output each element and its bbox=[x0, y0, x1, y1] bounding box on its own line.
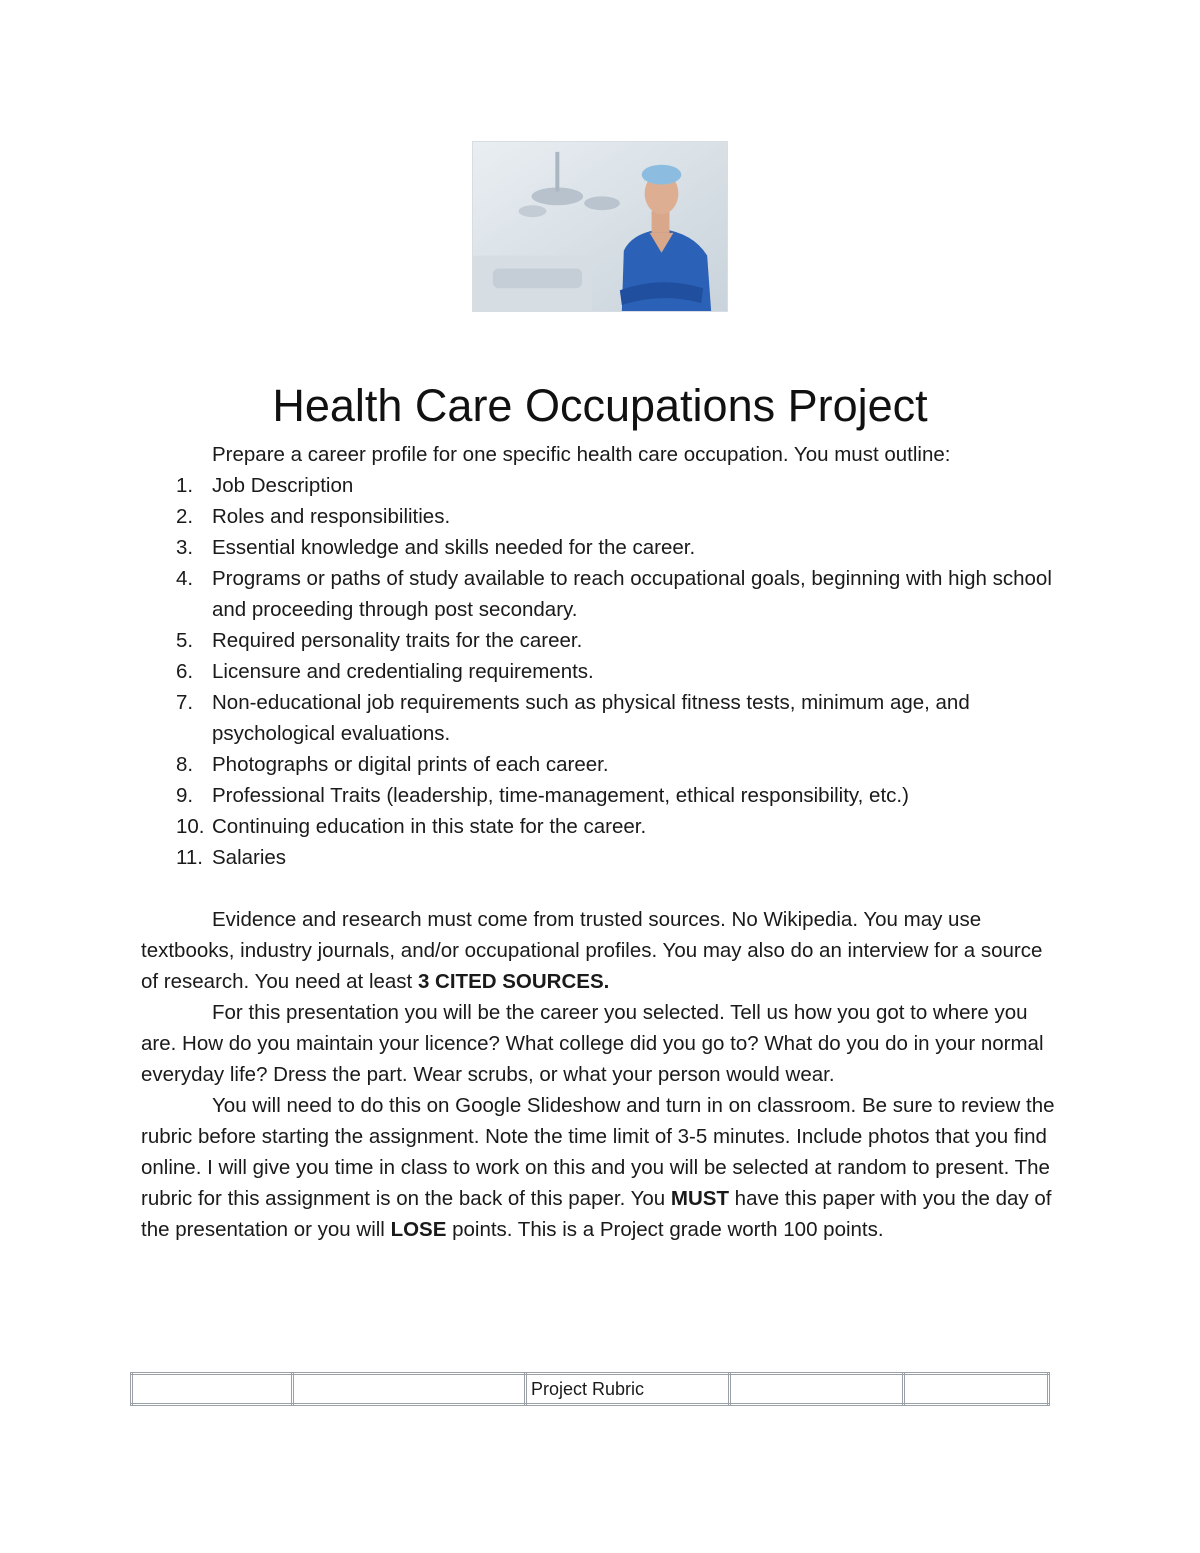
list-number: 9. bbox=[176, 784, 194, 807]
list-text: Salaries bbox=[212, 846, 287, 869]
list-item bbox=[141, 625, 1061, 656]
list-number: 5. bbox=[176, 629, 194, 652]
table-cell bbox=[904, 1374, 1049, 1405]
list-text: Programs or paths of study available to reach occupational goals, beginning with high school and proceeding through post secondary. bbox=[212, 567, 1052, 621]
presentation-paragraph: For this presentation you will be the career you selected. Tell us how you got to where you are. How do you maintain your licence? What college did you go to? What do you do in your normal everyday life? Dress the part. Wear scrubs, or what your person would wear. bbox=[141, 1001, 1044, 1086]
page-title: Health Care Occupations Project bbox=[272, 380, 928, 431]
surgeon-photo bbox=[472, 141, 728, 312]
list-text: Non-educational job requirements such as physical fitness tests, minimum age, and psychological evaluations. bbox=[212, 691, 970, 745]
instructions-text-2: have this paper with you the day of the presentation or you will bbox=[141, 1187, 1052, 1241]
list-text: Continuing education in this state for the career. bbox=[212, 815, 647, 838]
list-text: Essential knowledge and skills needed for the career. bbox=[212, 536, 696, 559]
rubric-title-cell: Project Rubric bbox=[526, 1374, 730, 1405]
requirements-list bbox=[141, 470, 1061, 873]
table-cell bbox=[293, 1374, 526, 1405]
list-item bbox=[141, 656, 1061, 687]
rubric-table bbox=[130, 1372, 1050, 1406]
list-text: Required personality traits for the career. bbox=[212, 629, 583, 652]
list-item bbox=[141, 811, 1061, 842]
list-item bbox=[141, 749, 1061, 780]
table-cell bbox=[730, 1374, 904, 1405]
list-text: Photographs or digital prints of each career. bbox=[212, 753, 609, 776]
document-body bbox=[141, 439, 1061, 1245]
instructions-text-3: points. This is a Project grade worth 100 points. bbox=[446, 1218, 884, 1241]
list-number: 7. bbox=[176, 691, 194, 714]
list-number: 6. bbox=[176, 660, 194, 683]
list-number: 11. bbox=[176, 846, 203, 869]
list-item bbox=[141, 780, 1061, 811]
intro-paragraph: Prepare a career profile for one specific health care occupation. You must outline: bbox=[212, 443, 951, 466]
list-number: 8. bbox=[176, 753, 194, 776]
list-item bbox=[141, 842, 1061, 873]
lose-emphasis: LOSE bbox=[390, 1218, 447, 1241]
must-emphasis: MUST bbox=[670, 1187, 729, 1210]
table-cell bbox=[132, 1374, 293, 1405]
list-text: Job Description bbox=[212, 474, 354, 497]
evidence-text: Evidence and research must come from trusted sources. No Wikipedia. You may use textbooks, industry journals, and/or occupational profiles. You may also do an interview for a source of research. You need at least bbox=[141, 908, 1043, 993]
spacer bbox=[141, 873, 1061, 904]
list-item bbox=[141, 687, 1061, 749]
list-item bbox=[141, 470, 1061, 501]
list-number: 2. bbox=[176, 505, 194, 528]
instructions-text-1: You will need to do this on Google Slideshow and turn in on classroom. Be sure to review the rubric before starting the assignment. Note the time limit of 3-5 minutes. Include photos that you find online. I will give you time in class to work on this and you will be selected at random to present. The rubric for this assignment is on the back of this paper. You bbox=[141, 1094, 1055, 1210]
cited-sources-emphasis: 3 CITED SOURCES. bbox=[417, 970, 610, 993]
list-item bbox=[141, 563, 1061, 625]
instructions-paragraph bbox=[141, 1090, 1061, 1245]
evidence-paragraph bbox=[141, 904, 1061, 997]
list-text: Licensure and credentialing requirements. bbox=[212, 660, 594, 683]
table-row bbox=[132, 1374, 1049, 1405]
list-item bbox=[141, 501, 1061, 532]
list-number: 1. bbox=[176, 474, 194, 497]
list-text: Professional Traits (leadership, time-management, ethical responsibility, etc.) bbox=[212, 784, 909, 807]
list-number: 4. bbox=[176, 567, 194, 590]
list-text: Roles and responsibilities. bbox=[212, 505, 451, 528]
list-number: 3. bbox=[176, 536, 194, 559]
list-number: 10. bbox=[176, 815, 205, 838]
list-item bbox=[141, 532, 1061, 563]
